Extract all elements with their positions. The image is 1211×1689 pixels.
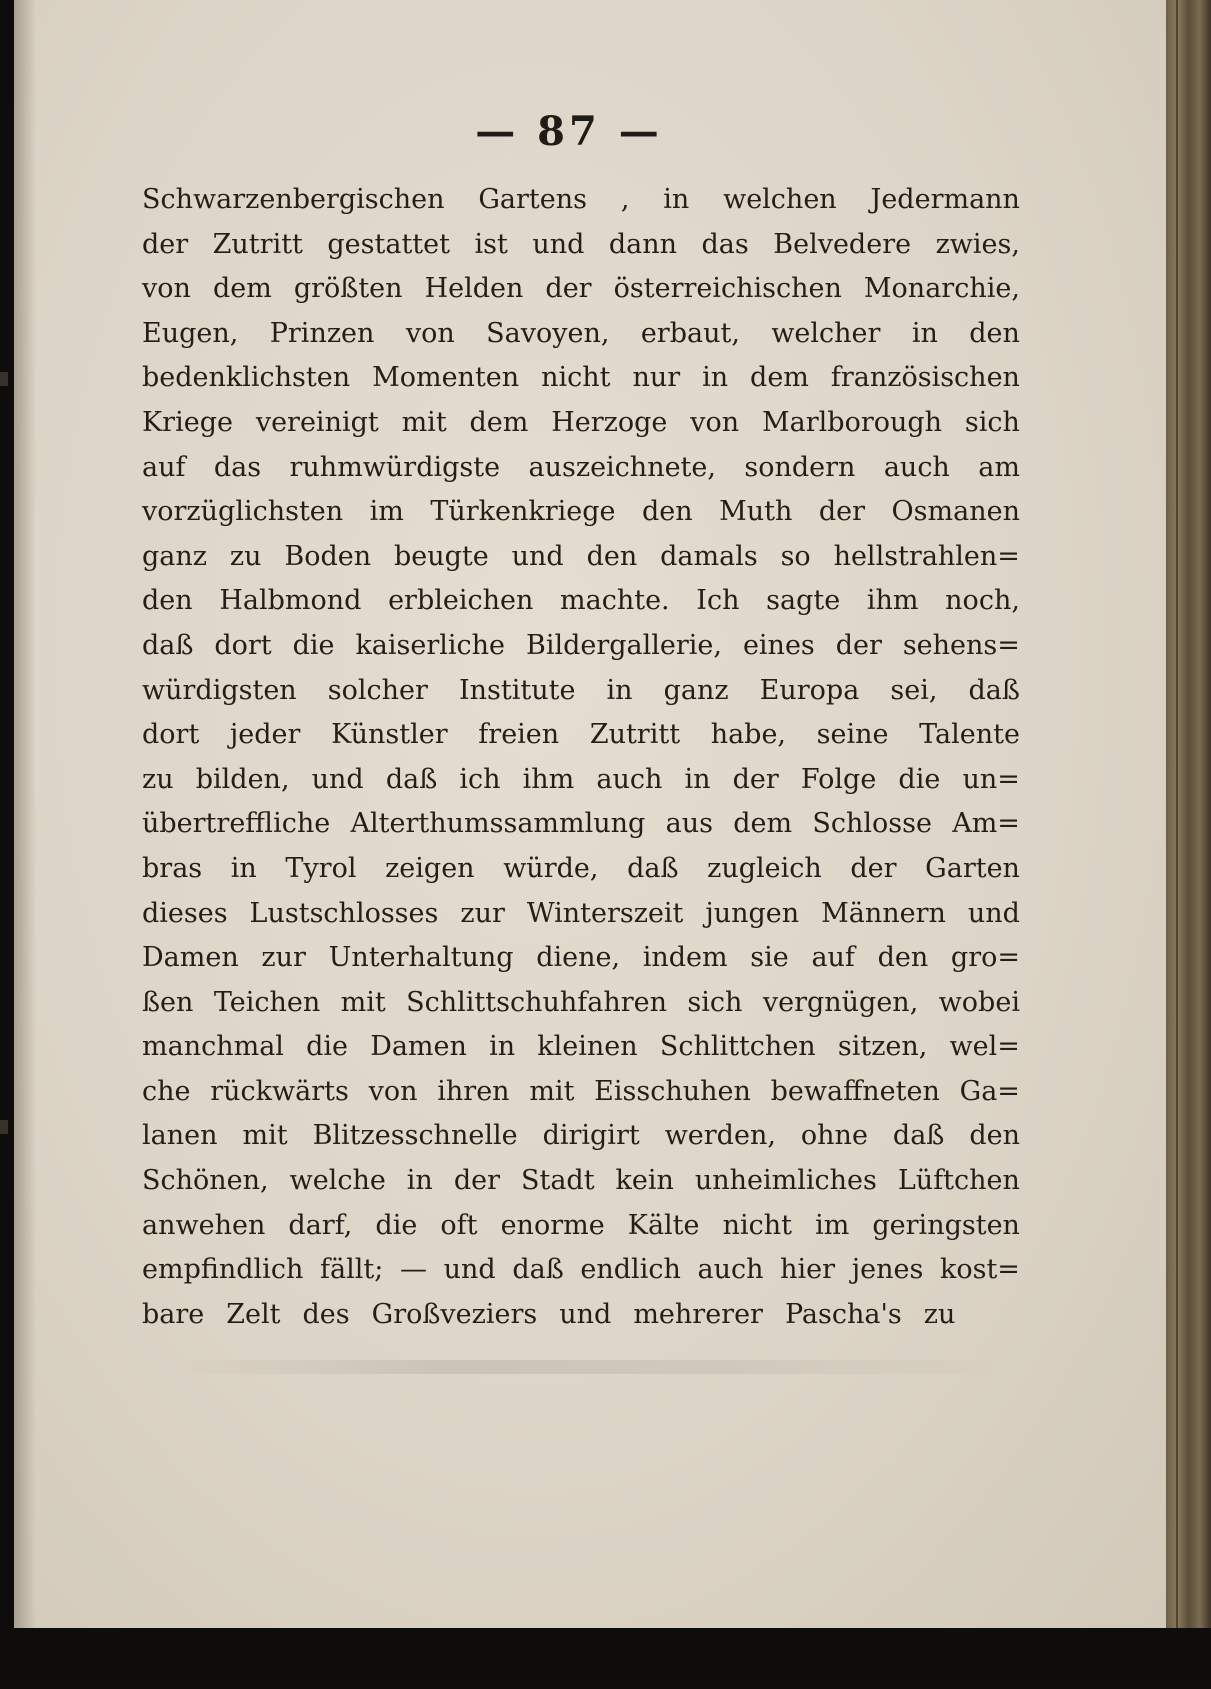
text-line [142,802,1020,847]
word: Großveziers [371,1298,538,1330]
word: vorzüglichsten [142,496,344,528]
word: beugte [394,540,489,572]
word: Damen [370,1031,467,1063]
word: auf [142,451,186,483]
word: auch [697,1254,764,1286]
word: welchen [723,184,837,215]
word: Gartens [478,184,588,215]
word: am [978,451,1020,483]
word: Türkenkriege [430,496,616,528]
word: Muth [719,496,793,528]
word: indem [642,942,728,974]
word: Kriege [142,406,233,438]
word: sie [750,942,789,974]
word: von [142,273,191,305]
word: dort [142,719,200,751]
word: bewaffneten [770,1075,940,1107]
word: daß [512,1254,564,1286]
word: französischen [830,362,1020,394]
text-line [142,356,1020,401]
word: , [620,184,630,215]
word: ihm [866,585,919,617]
word: im [369,496,404,528]
word: Momenten [372,362,520,394]
word: Stadt [520,1165,595,1197]
page-gutter-shadow [14,0,36,1628]
word: der [545,273,592,305]
word: Tyrol [285,852,357,884]
word: Helden [424,273,524,305]
word: die [375,1209,418,1241]
word: mit [340,986,386,1018]
word: sitzen, [837,1031,928,1063]
word: in [489,1031,516,1063]
word: fällt; [319,1254,384,1286]
word: freien [478,719,560,751]
word: bedenklichsten [142,362,351,394]
word: Institute [458,674,576,706]
word: größten [293,273,403,305]
word: wobei [938,986,1020,1018]
word: jungen [705,897,800,929]
word: nicht [722,1209,792,1241]
word: in [663,184,690,215]
word: zur [261,942,306,974]
word: zeigen [385,852,475,884]
text-line [142,624,1020,669]
word: Talente [919,719,1020,751]
word: in [406,1165,433,1197]
word: der [453,1165,500,1197]
word: dem [750,362,809,394]
word: darf, [288,1209,353,1241]
text-line [142,758,1020,803]
word: Unterhaltung [328,942,514,974]
word: und [967,897,1020,929]
word: nicht [541,362,611,394]
word: auf [811,942,855,974]
word: mehrerer [633,1298,763,1330]
word: unheimliches [694,1165,877,1197]
word: Osmanen [891,496,1020,528]
word: würdigsten [142,674,297,706]
word: zugleich [707,852,822,884]
text-line [142,981,1020,1026]
word: die [292,629,335,661]
word: ihm [522,763,575,795]
word: in [911,317,938,349]
word: so [780,540,811,572]
word: auch [596,763,663,795]
margin-mark [0,372,8,386]
word: kost= [939,1254,1020,1286]
word: der [850,852,897,884]
word: in [230,852,257,884]
text-line [142,446,1020,491]
word: bras [142,852,203,884]
word: dieses [142,897,228,929]
word: den [586,540,638,572]
word: Schwarzenbergischen [142,184,445,215]
word: der [818,496,866,528]
word: dort [214,629,272,661]
word: würde, [503,852,599,884]
book-spine-edge [1166,0,1211,1628]
word: den [877,942,929,974]
word: übertreffliche [142,808,331,840]
word: Halbmond [219,585,362,617]
word: seine [816,719,889,751]
word: jenes [851,1254,924,1286]
word: in [606,674,633,706]
word: sehens= [902,629,1020,661]
word: Monarchie, [863,273,1020,305]
word: ihren [437,1075,510,1107]
word: Kälte [627,1209,700,1241]
word: daß [627,852,679,884]
word: anwehen [142,1209,266,1241]
word: erbaut, [640,317,740,349]
word: von [368,1075,418,1107]
word: Zelt [226,1298,281,1330]
word: Belvedere [773,228,912,260]
word: hellstrahlen= [833,540,1020,572]
text-line [142,401,1020,446]
margin-mark [0,1120,8,1134]
word: ruhmwürdigste [289,451,501,483]
word: von [690,406,740,438]
word: Savoyen, [486,317,610,349]
text-line [142,1025,1020,1070]
word: Schlittchen [659,1031,816,1063]
word: und [443,1254,496,1286]
word: ßen [142,986,194,1018]
word: Jedermann [870,184,1020,215]
word: Künstler [331,719,448,751]
word: Ga= [959,1075,1020,1107]
word: Lüftchen [897,1165,1020,1197]
word: dem [212,273,272,305]
word: damals [660,540,758,572]
word: österreichischen [613,273,842,305]
word: Garten [925,852,1020,884]
text-line [142,1204,1020,1249]
word: erbleichen [388,585,534,617]
word: bilden, [195,763,290,795]
word: Männern [821,897,946,929]
word: vergnügen, [762,986,919,1018]
word: habe, [710,719,787,751]
word: das [213,451,262,483]
word: welcher [771,317,881,349]
text-line [142,535,1020,580]
word: lanen [142,1120,218,1152]
word: auch [883,451,950,483]
word: ganz [663,674,729,706]
word: den [969,1120,1020,1152]
word: Eisschuhen [594,1075,751,1107]
word: zu [229,540,262,572]
word: endlich [580,1254,681,1286]
word: gro= [950,942,1020,974]
word: hier [780,1254,836,1286]
text-line [142,267,1020,312]
word: dem [469,406,529,438]
word: — [399,1254,427,1286]
word: manchmal [142,1031,284,1063]
text-line [142,579,1020,624]
word: ich [459,763,501,795]
word: ohne [800,1120,868,1152]
word: empfindlich [142,1254,304,1286]
word: auszeichnete, [528,451,716,483]
word: rückwärts [210,1075,349,1107]
word: daß [968,674,1020,706]
text-line [142,892,1020,937]
word: sich [687,986,743,1018]
word: dem [733,808,793,840]
text-line [142,490,1020,535]
word: daß [142,629,194,661]
word: zwies, [935,228,1020,260]
word: Winterszeit [526,897,684,929]
word: in [684,763,711,795]
word: oft [440,1209,478,1241]
word: und [311,763,364,795]
word: Zutritt [589,719,681,751]
word: sich [964,406,1020,438]
word: daß [892,1120,945,1152]
word: Folge [800,763,877,795]
text-line [142,1248,1020,1293]
word: Alterthumssammlung [350,808,646,840]
word: geringsten [872,1209,1020,1241]
word: gestattet [327,228,450,260]
word: Herzoge [551,406,668,438]
word: den [642,496,693,528]
text-line [142,669,1020,714]
word: nur [632,362,681,394]
text-line [142,1293,1020,1338]
word: der [142,228,189,260]
word: sei, [890,674,938,706]
text-line [142,1159,1020,1204]
word: der [835,629,882,661]
word: im [815,1209,850,1241]
word: mit [401,406,447,438]
word: der [732,763,779,795]
word: kein [615,1165,674,1197]
word: Europa [759,674,860,706]
word: aus [665,808,713,840]
word: kleinen [537,1031,638,1063]
word: und [511,540,564,572]
word: mit [242,1120,288,1152]
word: Eugen, [142,317,239,349]
text-line [142,312,1020,357]
word: ganz [142,540,207,572]
word: solcher [327,674,428,706]
word: Marlborough [762,406,943,438]
body-text [142,178,1020,1337]
word: dirigirt [542,1120,640,1152]
word: des [302,1298,350,1330]
word: zu [142,763,174,795]
word: werden, [664,1120,776,1152]
word: che [142,1075,191,1107]
word: mit [529,1075,575,1107]
word: Pascha's [784,1298,902,1330]
text-line [142,847,1020,892]
word: Am= [952,808,1020,840]
word: kaiserliche [355,629,506,661]
bleed-through-shadow [164,1360,1014,1374]
word: und [559,1298,612,1330]
word: diene, [536,942,621,974]
word: wel= [949,1031,1020,1063]
word: Ich [696,585,740,617]
word: eines [742,629,815,661]
word: sagte [766,585,841,617]
text-line [142,713,1020,758]
word: Schönen, [142,1165,269,1197]
word: die [306,1031,349,1063]
word: zur [460,897,505,929]
word: Prinzen [269,317,375,349]
word: Schlittschuhfahren [406,986,668,1018]
word: das [701,228,749,260]
word: Blitzesschnelle [312,1120,518,1152]
word: Boden [284,540,372,572]
word: zu [923,1298,956,1330]
word: den [969,317,1020,349]
word: un= [962,763,1020,795]
word: noch, [945,585,1020,617]
word: vereinigt [255,406,379,438]
word: und [532,228,585,260]
word: Zutritt [212,228,303,260]
text-line [142,936,1020,981]
word: ist [474,228,508,260]
word: bare [142,1298,205,1330]
word: enorme [500,1209,605,1241]
word: sondern [744,451,856,483]
word: Bildergallerie, [525,629,722,661]
word: welche [289,1165,386,1197]
page-number: — 87 — [475,108,663,155]
word: dann [608,228,678,260]
text-line [142,1070,1020,1115]
text-line [142,223,1020,268]
word: von [405,317,455,349]
word: Lustschlosses [249,897,439,929]
word: Teichen [213,986,321,1018]
word: den [142,585,193,617]
text-line [142,1114,1020,1159]
word: die [898,763,941,795]
word: jeder [229,719,301,751]
word: Schlosse [812,808,932,840]
word: machte. [560,585,670,617]
word: Damen [142,942,239,974]
text-line [142,178,1020,223]
word: in [702,362,729,394]
book-page [14,0,1168,1628]
word: daß [385,763,438,795]
